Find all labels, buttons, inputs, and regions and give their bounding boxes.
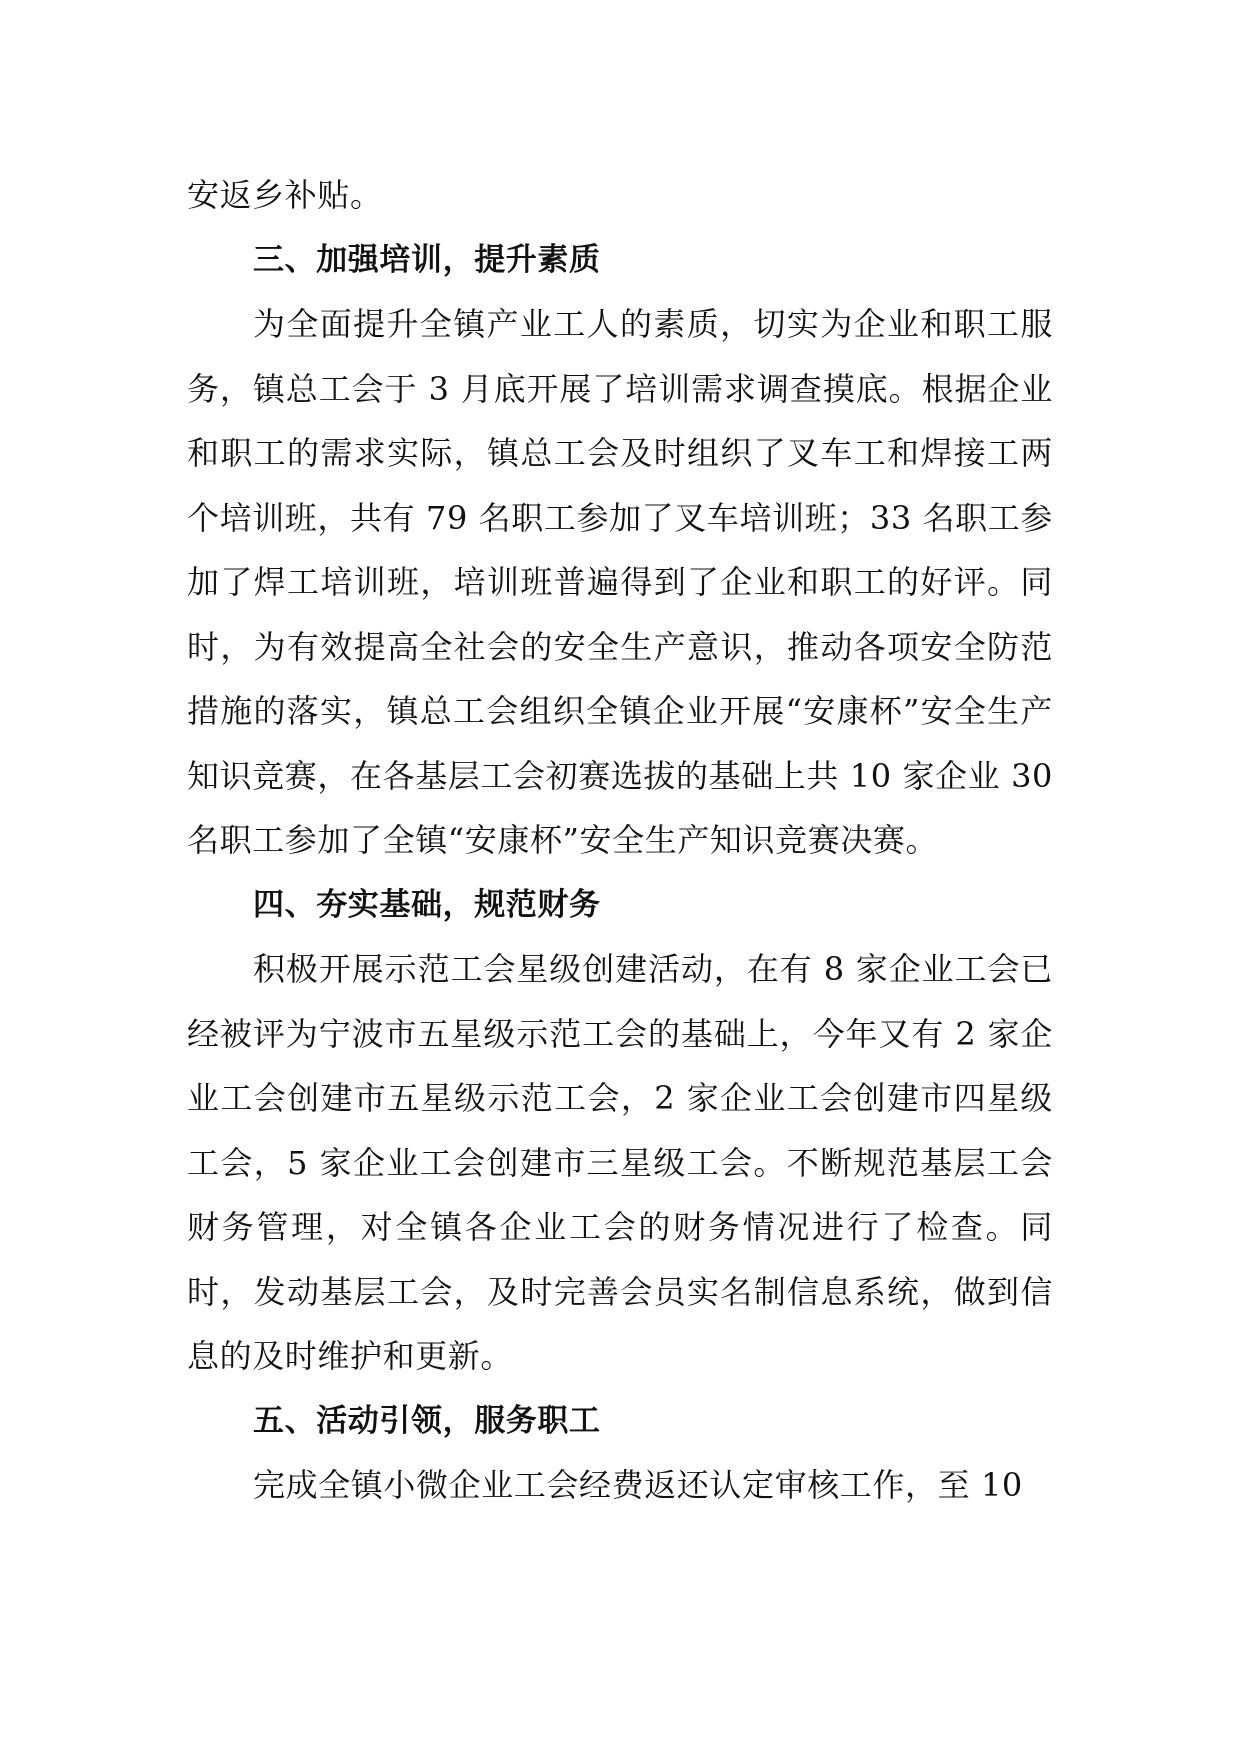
section-paragraph-training: 为全面提升全镇产业工人的素质，切实为企业和职工服务，镇总工会于 3 月底开展了培训需求调查摸底。根据企业和职工的需求实际，镇总工会及时组织了叉车工和焊接工两个培训班，共有 79 名职工参加了叉车培训班；33 名职工参加了焊工培训班，培训班普遍得到了企业和职工的好评。同时，为有效提高全社会的安全生产意识，推动各项安全防范措施的落实，镇总工会组织全镇企业开展“安康杯”安全生产知识竞赛，在各基层工会初赛选拔的基础上共 10 家企业 30 名职工参加了全镇“安康杯”安全生产知识竞赛决赛。	[187, 305, 1053, 859]
section-heading-training: 三、加强培训，提升素质	[253, 241, 601, 278]
section-paragraph-activities: 完成全镇小微企业工会经费返还认定审核工作，至 10	[253, 1466, 1023, 1504]
section-paragraph-finance: 积极开展示范工会星级创建活动，在有 8 家企业工会已经被评为宁波市五星级示范工会的基础上，今年又有 2 家企业工会创建市五星级示范工会，2 家企业工会创建市四星级工会，5 家企业工会创建市三星级工会。不断规范基层工会财务管理，对全镇各企业工会的财务情况进行了检查。同时，发动基层工会，及时完善会员实名制信息系统，做到信息的及时维护和更新。	[187, 950, 1053, 1375]
continuation-text: 安返乡补贴。	[187, 176, 383, 214]
section-heading-activities: 五、活动引领，服务职工	[253, 1402, 601, 1439]
document-body	[187, 163, 1053, 1518]
section-heading-finance: 四、夯实基础，规范财务	[253, 886, 601, 923]
